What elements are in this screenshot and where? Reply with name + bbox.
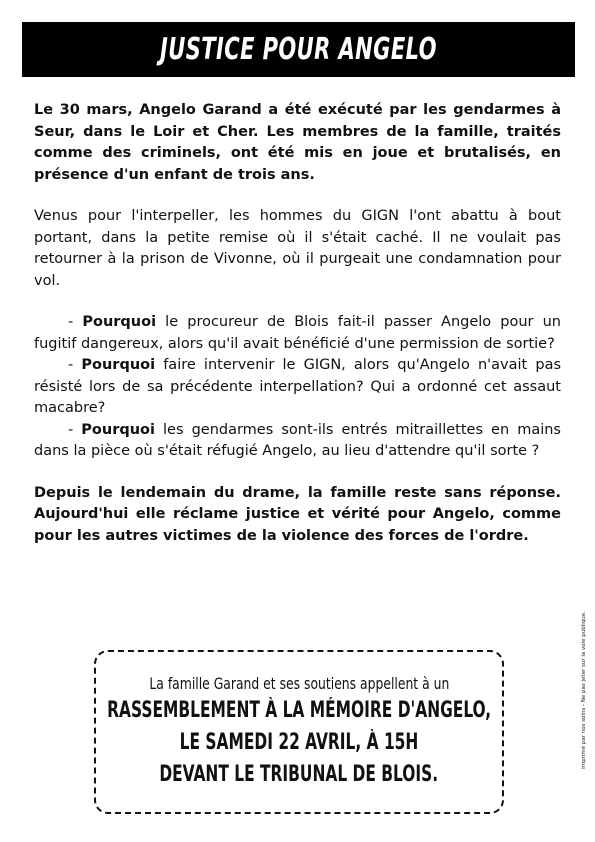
event-callout-box [94,650,504,814]
question-text: le procureur de Blois fait-il passer Angelo pour un fugitif dangereux, alors qu'il avait bénéficié d'une permission de sortie? [34,314,562,352]
callout-line-3: DEVANT LE TRIBUNAL DE BLOIS. [159,761,439,787]
question-keyword: Pourquoi [81,421,155,438]
question-prefix: - [68,421,82,438]
article-body [34,100,561,567]
callout-intro: La famille Garand et ses soutiens appellent à un [149,673,449,693]
question-item [34,355,561,420]
question-keyword: Pourquoi [82,314,157,330]
paragraph-2: Venus pour l'interpeller, les hommes du GIGN l'ont abattu à bout portant, dans la petite remise où il s'était caché. Il ne voulait pas retourner à la prison de Vivonne, où il purgeait une condamnation pour vol. [34,208,561,289]
question-prefix: - [68,314,83,330]
question-text: les gendarmes sont-ils entrés mitraillettes en mains dans la pièce où s'était réfugié Angelo, au lieu d'attendre qu'il sorte ? [34,421,561,459]
callout-line-2: LE SAMEDI 22 AVRIL, À 15H [179,729,419,755]
printer-note [577,584,591,796]
questions-list [34,312,561,463]
page-title: JUSTICE POUR ANGELO [160,32,437,67]
callout-line-1: RASSEMBLEMENT À LA MÉMOIRE D'ANGELO, [106,697,492,723]
printer-note-text: Imprimé par nos soins - Ne pas jeter sur la voie publique. [581,611,587,769]
closing-paragraph: Depuis le lendemain du drame, la famille reste sans réponse. Aujourd'hui elle réclame justice et vérité pour Angelo, comme pour les autres victimes de la violence des forces de l'ordre. [34,484,561,544]
question-prefix: - [68,357,82,373]
question-text: faire intervenir le GIGN, alors qu'Angelo n'avait pas résisté lors de sa précédente interpellation? Qui a ordonné cet assaut macabre? [34,357,562,416]
title-banner [22,22,575,77]
intro-paragraph: Le 30 mars, Angelo Garand a été exécuté par les gendarmes à Seur, dans le Loir et Cher. Les membres de la famille, traités comme des criminels, ont été mis en joue et brutalisés, en présence d'un enfant de trois ans. [34,102,561,183]
question-keyword: Pourquoi [81,357,156,373]
question-item [34,420,561,463]
question-item [34,312,561,355]
